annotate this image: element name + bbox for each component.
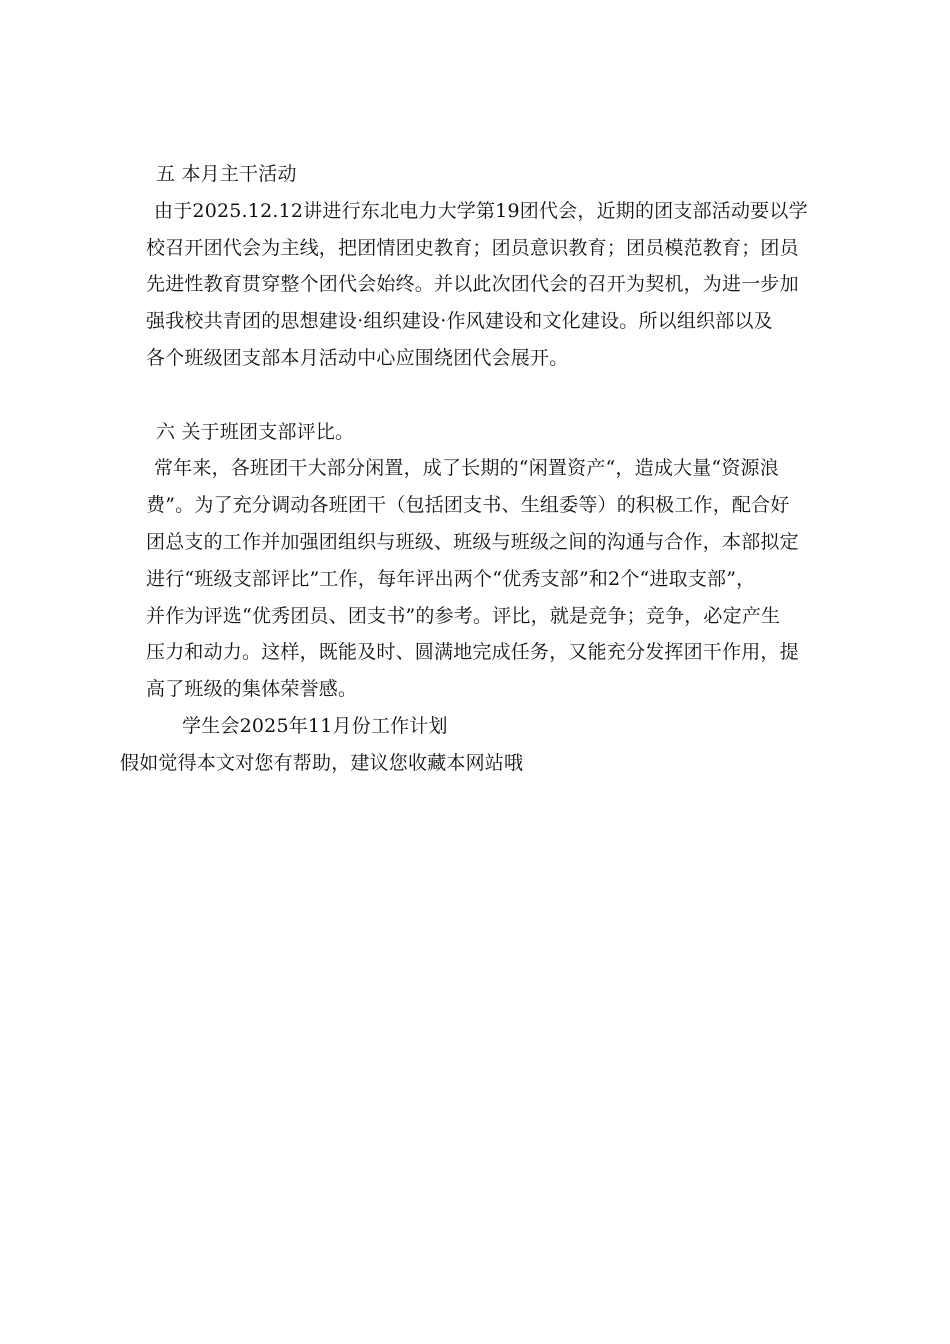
section-heading-5: 五 本月主干活动	[156, 163, 297, 185]
paragraph-line: 进行“班级支部评比”工作，每年评出两个“优秀支部”和2个“进取支部”，	[146, 567, 756, 590]
paragraph-line: 压力和动力。这样，既能及时、圆满地完成任务，又能充分发挥团干作用，提	[146, 641, 799, 664]
paragraph-line: 由于2025.12.12讲进行东北电力大学第19团代会，近期的团支部活动要以学	[154, 199, 808, 222]
paragraph-line: 团总支的工作并加强团组织与班级、班级与班级之间的沟通与合作，本部拟定	[146, 530, 799, 553]
paragraph-line: 费”。为了充分调动各班团干（包括团支书、生组委等）的积极工作，配合好	[146, 494, 790, 517]
document-body	[120, 156, 808, 782]
paragraph-line: 高了班级的集体荣誉感。	[146, 678, 358, 701]
paragraph-line: 各个班级团支部本月活动中心应围绕团代会展开。	[146, 346, 569, 369]
paragraph-line: 强我校共青团的思想建设·组织建设·作风建设和文化建设。所以组织部以及	[146, 310, 773, 333]
document-caption: 学生会2025年11月份工作计划	[182, 714, 448, 737]
paragraph-line: 校召开团代会为主线，把团情团史教育；团员意识教育；团员模范教育；团员	[146, 236, 799, 259]
paragraph-line: 并作为评选“优秀团员、团支书”的参考。评比，就是竞争；竞争，必定产生	[146, 604, 781, 627]
blank-line	[146, 377, 806, 414]
paragraph-line: 常年来，各班团干大部分闲置，成了长期的“闲置资产“，造成大量“资源浪	[154, 457, 779, 480]
footer-note: 假如觉得本文对您有帮助，建议您收藏本网站哦	[120, 751, 524, 774]
paragraph-line: 先进性教育贯穿整个团代会始终。并以此次团代会的召开为契机，为进一步加	[146, 273, 799, 296]
section-heading-6: 六 关于班团支部评比。	[156, 420, 355, 443]
